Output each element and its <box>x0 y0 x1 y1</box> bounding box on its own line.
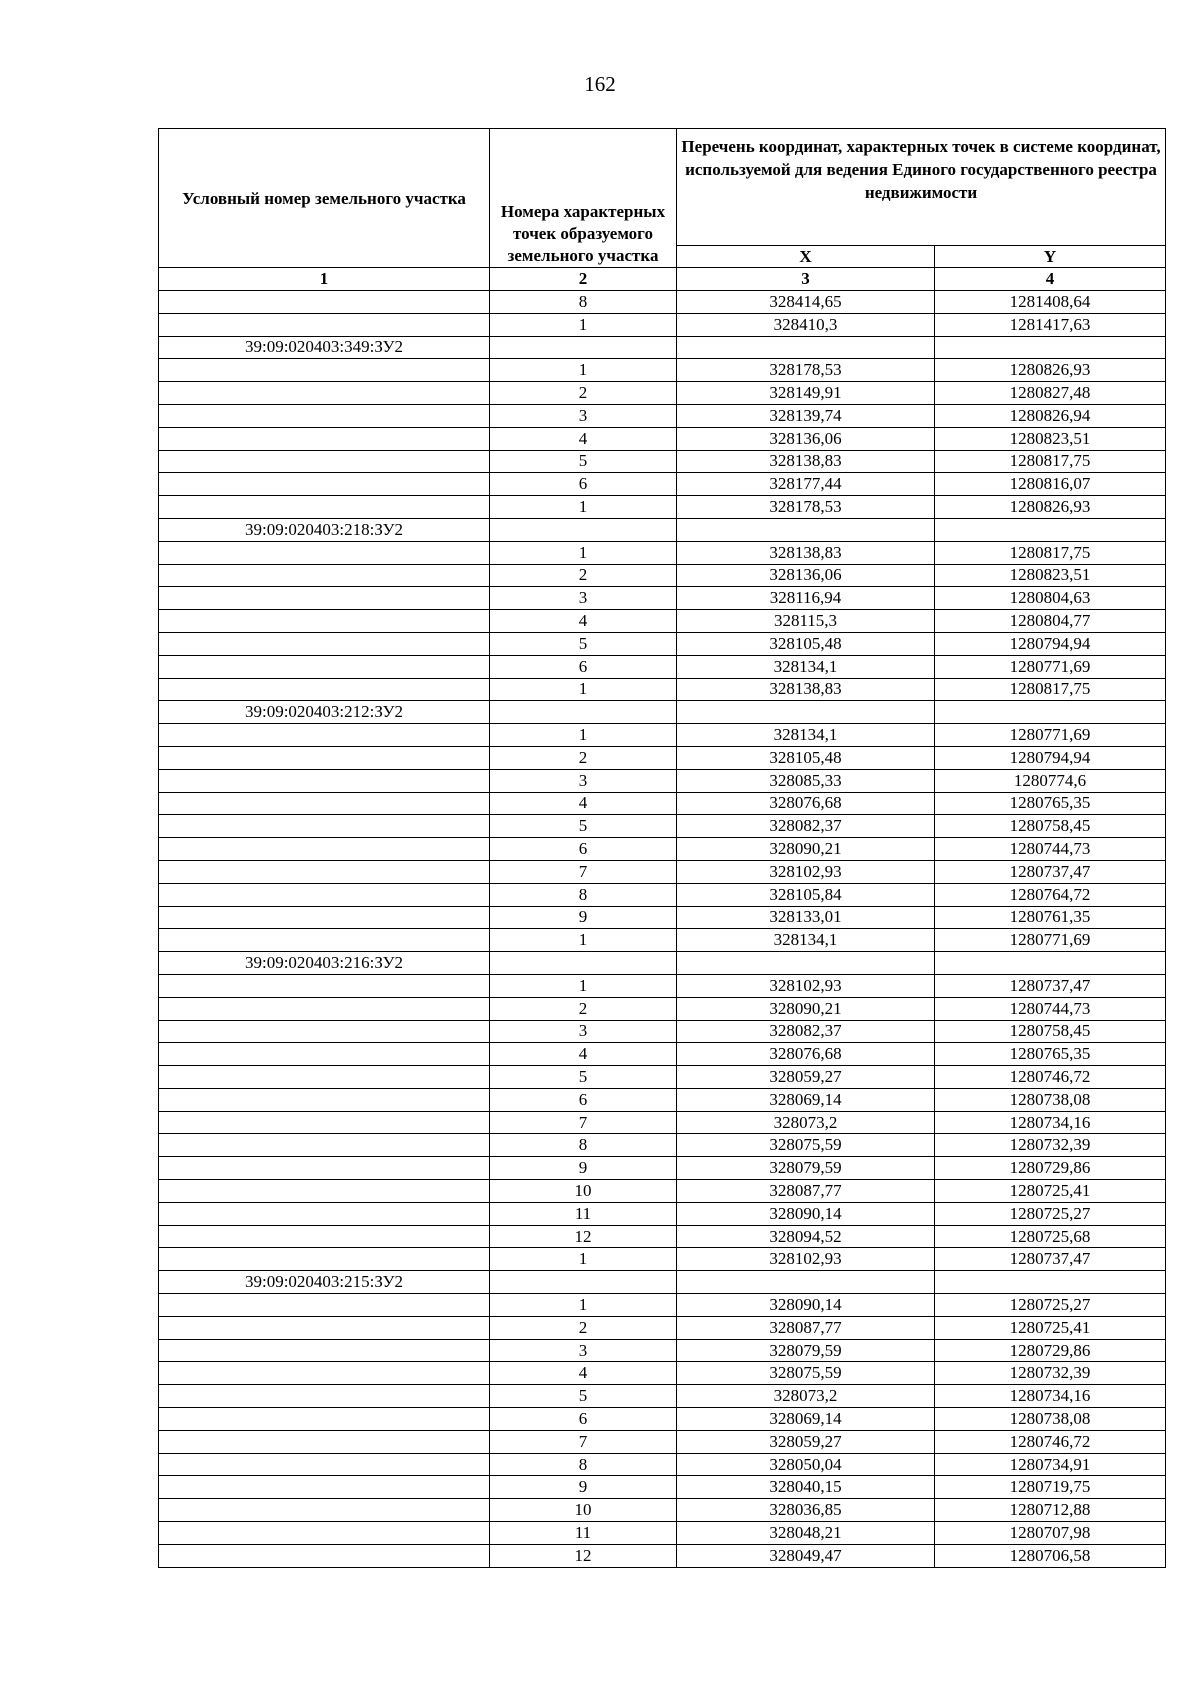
y-coordinate-cell: 1280719,75 <box>935 1476 1166 1499</box>
parcel-header-row <box>159 518 1166 541</box>
point-number-cell: 5 <box>490 1066 677 1089</box>
point-number-cell: 12 <box>490 1225 677 1248</box>
point-number-cell: 1 <box>490 678 677 701</box>
point-number-cell: 4 <box>490 1362 677 1385</box>
x-coordinate-cell: 328087,77 <box>677 1316 935 1339</box>
point-number-cell: 1 <box>490 929 677 952</box>
parcel-number-cell <box>159 1043 490 1066</box>
x-coordinate-cell: 328050,04 <box>677 1453 935 1476</box>
x-coordinate-cell: 328087,77 <box>677 1180 935 1203</box>
header-point-numbers: Номера характерных точек образуемого земельного участка <box>490 129 677 268</box>
x-coordinate-cell: 328102,93 <box>677 974 935 997</box>
x-coordinate-cell: 328102,93 <box>677 1248 935 1271</box>
table-row <box>159 496 1166 519</box>
point-number-cell: 7 <box>490 860 677 883</box>
table-row <box>159 1248 1166 1271</box>
parcel-number-cell <box>159 1020 490 1043</box>
y-coordinate-cell: 1280758,45 <box>935 1020 1166 1043</box>
x-coordinate-cell: 328134,1 <box>677 724 935 747</box>
x-coordinate-cell: 328105,84 <box>677 883 935 906</box>
x-coordinate-cell <box>677 952 935 975</box>
point-number-cell: 1 <box>490 1294 677 1317</box>
y-coordinate-cell: 1280734,91 <box>935 1453 1166 1476</box>
table-row <box>159 1111 1166 1134</box>
x-coordinate-cell: 328139,74 <box>677 404 935 427</box>
point-number-cell: 4 <box>490 1043 677 1066</box>
point-number-cell: 2 <box>490 997 677 1020</box>
y-coordinate-cell: 1280765,35 <box>935 792 1166 815</box>
y-coordinate-cell: 1280734,16 <box>935 1385 1166 1408</box>
point-number-cell: 11 <box>490 1522 677 1545</box>
y-coordinate-cell <box>935 701 1166 724</box>
table-row <box>159 382 1166 405</box>
point-number-cell: 6 <box>490 1088 677 1111</box>
y-coordinate-cell: 1280817,75 <box>935 678 1166 701</box>
x-coordinate-cell: 328116,94 <box>677 587 935 610</box>
table-header <box>159 129 1166 291</box>
y-coordinate-cell: 1280826,93 <box>935 496 1166 519</box>
parcel-number-cell <box>159 450 490 473</box>
y-coordinate-cell: 1280738,08 <box>935 1408 1166 1431</box>
table-row <box>159 769 1166 792</box>
table-row <box>159 792 1166 815</box>
point-number-cell: 10 <box>490 1499 677 1522</box>
table-row <box>159 1453 1166 1476</box>
table-row <box>159 1066 1166 1089</box>
table-row <box>159 860 1166 883</box>
x-coordinate-cell: 328094,52 <box>677 1225 935 1248</box>
parcel-number-cell <box>159 1453 490 1476</box>
table-row <box>159 1362 1166 1385</box>
table-row <box>159 359 1166 382</box>
point-number-cell: 1 <box>490 974 677 997</box>
parcel-number-cell <box>159 496 490 519</box>
parcel-number-cell <box>159 746 490 769</box>
x-coordinate-cell: 328149,91 <box>677 382 935 405</box>
parcel-number-cell <box>159 1225 490 1248</box>
x-coordinate-cell: 328105,48 <box>677 746 935 769</box>
parcel-number-cell <box>159 382 490 405</box>
table-row <box>159 1408 1166 1431</box>
point-number-cell: 3 <box>490 404 677 427</box>
coordinates-table <box>158 128 1166 1568</box>
point-number-cell: 11 <box>490 1202 677 1225</box>
table-row <box>159 974 1166 997</box>
parcel-number-cell <box>159 1316 490 1339</box>
x-coordinate-cell: 328076,68 <box>677 1043 935 1066</box>
table-row <box>159 1316 1166 1339</box>
y-coordinate-cell: 1280744,73 <box>935 838 1166 861</box>
table-row <box>159 1180 1166 1203</box>
table-body <box>159 291 1166 1568</box>
point-number-cell: 8 <box>490 1134 677 1157</box>
parcel-number-cell <box>159 541 490 564</box>
x-coordinate-cell: 328073,2 <box>677 1111 935 1134</box>
point-number-cell: 3 <box>490 1339 677 1362</box>
parcel-number-cell <box>159 678 490 701</box>
x-coordinate-cell: 328082,37 <box>677 1020 935 1043</box>
y-coordinate-cell: 1280725,41 <box>935 1316 1166 1339</box>
point-number-cell: 2 <box>490 746 677 769</box>
table-row <box>159 1294 1166 1317</box>
x-coordinate-cell <box>677 1271 935 1294</box>
table-row <box>159 1476 1166 1499</box>
y-coordinate-cell: 1280761,35 <box>935 906 1166 929</box>
parcel-number-cell <box>159 1157 490 1180</box>
point-number-cell <box>490 336 677 359</box>
point-number-cell: 4 <box>490 427 677 450</box>
y-coordinate-cell: 1280729,86 <box>935 1157 1166 1180</box>
y-coordinate-cell: 1281417,63 <box>935 313 1166 336</box>
table-row <box>159 450 1166 473</box>
header-coordinates: Перечень координат, характерных точек в системе координат, используемой для ведения Единого государственного реестра недвижимости <box>677 129 1166 246</box>
point-number-cell: 5 <box>490 1385 677 1408</box>
parcel-header-row <box>159 336 1166 359</box>
point-number-cell: 5 <box>490 450 677 473</box>
header-y: Y <box>935 246 1166 268</box>
parcel-number-cell <box>159 724 490 747</box>
parcel-number-cell <box>159 1066 490 1089</box>
y-coordinate-cell: 1280744,73 <box>935 997 1166 1020</box>
parcel-number-cell <box>159 1294 490 1317</box>
point-number-cell: 6 <box>490 838 677 861</box>
header-parcel-number: Условный номер земельного участка <box>159 129 490 268</box>
y-coordinate-cell: 1280804,77 <box>935 610 1166 633</box>
y-coordinate-cell: 1280737,47 <box>935 974 1166 997</box>
y-coordinate-cell: 1280827,48 <box>935 382 1166 405</box>
parcel-number-cell <box>159 769 490 792</box>
parcel-number-cell <box>159 792 490 815</box>
table-row <box>159 1157 1166 1180</box>
header-x: X <box>677 246 935 268</box>
y-coordinate-cell: 1280725,27 <box>935 1294 1166 1317</box>
parcel-number-cell <box>159 1248 490 1271</box>
x-coordinate-cell: 328079,59 <box>677 1157 935 1180</box>
x-coordinate-cell: 328036,85 <box>677 1499 935 1522</box>
table-row <box>159 815 1166 838</box>
table-row <box>159 655 1166 678</box>
point-number-cell: 6 <box>490 1408 677 1431</box>
x-coordinate-cell: 328178,53 <box>677 496 935 519</box>
parcel-number-cell <box>159 1134 490 1157</box>
point-number-cell: 1 <box>490 313 677 336</box>
x-coordinate-cell: 328138,83 <box>677 678 935 701</box>
table-row <box>159 632 1166 655</box>
point-number-cell: 1 <box>490 1248 677 1271</box>
table-row <box>159 906 1166 929</box>
y-coordinate-cell <box>935 518 1166 541</box>
point-number-cell: 1 <box>490 541 677 564</box>
parcel-number-cell: 39:09:020403:218:ЗУ2 <box>159 518 490 541</box>
y-coordinate-cell: 1280826,94 <box>935 404 1166 427</box>
y-coordinate-cell: 1281408,64 <box>935 291 1166 314</box>
point-number-cell: 2 <box>490 564 677 587</box>
point-number-cell: 1 <box>490 359 677 382</box>
parcel-number-cell <box>159 1180 490 1203</box>
x-coordinate-cell: 328136,06 <box>677 564 935 587</box>
table-row <box>159 1043 1166 1066</box>
x-coordinate-cell: 328138,83 <box>677 450 935 473</box>
x-coordinate-cell: 328048,21 <box>677 1522 935 1545</box>
x-coordinate-cell: 328134,1 <box>677 929 935 952</box>
table-row <box>159 1339 1166 1362</box>
point-number-cell: 8 <box>490 291 677 314</box>
x-coordinate-cell: 328178,53 <box>677 359 935 382</box>
y-coordinate-cell: 1280764,72 <box>935 883 1166 906</box>
parcel-number-cell <box>159 1408 490 1431</box>
parcel-number-cell <box>159 1522 490 1545</box>
y-coordinate-cell: 1280737,47 <box>935 860 1166 883</box>
y-coordinate-cell: 1280817,75 <box>935 450 1166 473</box>
point-number-cell: 9 <box>490 1157 677 1180</box>
point-number-cell: 8 <box>490 1453 677 1476</box>
x-coordinate-cell: 328079,59 <box>677 1339 935 1362</box>
point-number-cell: 2 <box>490 1316 677 1339</box>
x-coordinate-cell <box>677 336 935 359</box>
y-coordinate-cell: 1280816,07 <box>935 473 1166 496</box>
x-coordinate-cell: 328134,1 <box>677 655 935 678</box>
header-num-4: 4 <box>935 268 1166 291</box>
y-coordinate-cell: 1280725,68 <box>935 1225 1166 1248</box>
table-row <box>159 1020 1166 1043</box>
parcel-number-cell: 39:09:020403:349:ЗУ2 <box>159 336 490 359</box>
x-coordinate-cell: 328076,68 <box>677 792 935 815</box>
header-num-2: 2 <box>490 268 677 291</box>
table-row <box>159 541 1166 564</box>
point-number-cell <box>490 952 677 975</box>
parcel-number-cell <box>159 1362 490 1385</box>
parcel-header-row <box>159 701 1166 724</box>
point-number-cell: 4 <box>490 610 677 633</box>
table-row <box>159 746 1166 769</box>
x-coordinate-cell: 328082,37 <box>677 815 935 838</box>
table-row <box>159 1225 1166 1248</box>
point-number-cell: 9 <box>490 906 677 929</box>
y-coordinate-cell: 1280758,45 <box>935 815 1166 838</box>
table-row <box>159 929 1166 952</box>
x-coordinate-cell: 328075,59 <box>677 1362 935 1385</box>
point-number-cell: 1 <box>490 724 677 747</box>
y-coordinate-cell: 1280738,08 <box>935 1088 1166 1111</box>
y-coordinate-cell: 1280737,47 <box>935 1248 1166 1271</box>
y-coordinate-cell: 1280765,35 <box>935 1043 1166 1066</box>
x-coordinate-cell: 328410,3 <box>677 313 935 336</box>
x-coordinate-cell: 328105,48 <box>677 632 935 655</box>
y-coordinate-cell: 1280823,51 <box>935 427 1166 450</box>
table-row <box>159 1499 1166 1522</box>
parcel-number-cell <box>159 1111 490 1134</box>
table-row <box>159 1522 1166 1545</box>
x-coordinate-cell: 328049,47 <box>677 1544 935 1567</box>
parcel-number-cell <box>159 473 490 496</box>
x-coordinate-cell: 328133,01 <box>677 906 935 929</box>
y-coordinate-cell: 1280734,16 <box>935 1111 1166 1134</box>
table-row <box>159 1385 1166 1408</box>
table-row <box>159 883 1166 906</box>
point-number-cell <box>490 1271 677 1294</box>
x-coordinate-cell: 328040,15 <box>677 1476 935 1499</box>
x-coordinate-cell: 328090,14 <box>677 1294 935 1317</box>
point-number-cell: 3 <box>490 769 677 792</box>
parcel-number-cell <box>159 974 490 997</box>
parcel-number-cell <box>159 564 490 587</box>
parcel-number-cell <box>159 929 490 952</box>
table-row <box>159 997 1166 1020</box>
table-row <box>159 1544 1166 1567</box>
parcel-number-cell <box>159 587 490 610</box>
table-row <box>159 610 1166 633</box>
y-coordinate-cell: 1280707,98 <box>935 1522 1166 1545</box>
parcel-number-cell: 39:09:020403:216:ЗУ2 <box>159 952 490 975</box>
y-coordinate-cell: 1280725,27 <box>935 1202 1166 1225</box>
page-number: 162 <box>584 72 616 96</box>
x-coordinate-cell <box>677 701 935 724</box>
y-coordinate-cell: 1280826,93 <box>935 359 1166 382</box>
y-coordinate-cell: 1280729,86 <box>935 1339 1166 1362</box>
y-coordinate-cell: 1280712,88 <box>935 1499 1166 1522</box>
table-row <box>159 427 1166 450</box>
y-coordinate-cell: 1280706,58 <box>935 1544 1166 1567</box>
point-number-cell: 8 <box>490 883 677 906</box>
y-coordinate-cell: 1280794,94 <box>935 746 1166 769</box>
x-coordinate-cell: 328059,27 <box>677 1066 935 1089</box>
point-number-cell: 6 <box>490 655 677 678</box>
table-row <box>159 473 1166 496</box>
y-coordinate-cell: 1280725,41 <box>935 1180 1166 1203</box>
parcel-number-cell <box>159 1544 490 1567</box>
y-coordinate-cell: 1280746,72 <box>935 1066 1166 1089</box>
point-number-cell: 6 <box>490 473 677 496</box>
y-coordinate-cell: 1280817,75 <box>935 541 1166 564</box>
parcel-number-cell <box>159 1476 490 1499</box>
x-coordinate-cell <box>677 518 935 541</box>
x-coordinate-cell: 328090,21 <box>677 997 935 1020</box>
parcel-number-cell <box>159 906 490 929</box>
x-coordinate-cell: 328069,14 <box>677 1408 935 1431</box>
parcel-number-cell <box>159 632 490 655</box>
y-coordinate-cell: 1280732,39 <box>935 1134 1166 1157</box>
header-num-3: 3 <box>677 268 935 291</box>
parcel-number-cell <box>159 860 490 883</box>
parcel-number-cell <box>159 610 490 633</box>
parcel-number-cell <box>159 1202 490 1225</box>
x-coordinate-cell: 328085,33 <box>677 769 935 792</box>
parcel-number-cell <box>159 359 490 382</box>
point-number-cell: 7 <box>490 1111 677 1134</box>
point-number-cell: 1 <box>490 496 677 519</box>
y-coordinate-cell: 1280732,39 <box>935 1362 1166 1385</box>
parcel-number-cell <box>159 291 490 314</box>
parcel-number-cell <box>159 1088 490 1111</box>
parcel-number-cell <box>159 313 490 336</box>
table-row <box>159 313 1166 336</box>
x-coordinate-cell: 328115,3 <box>677 610 935 633</box>
parcel-header-row <box>159 1271 1166 1294</box>
parcel-number-cell <box>159 427 490 450</box>
point-number-cell: 5 <box>490 632 677 655</box>
point-number-cell <box>490 518 677 541</box>
y-coordinate-cell: 1280746,72 <box>935 1430 1166 1453</box>
point-number-cell: 12 <box>490 1544 677 1567</box>
parcel-number-cell <box>159 838 490 861</box>
table-row <box>159 291 1166 314</box>
parcel-number-cell <box>159 1430 490 1453</box>
table-row <box>159 1088 1166 1111</box>
point-number-cell: 7 <box>490 1430 677 1453</box>
parcel-number-cell <box>159 883 490 906</box>
x-coordinate-cell: 328069,14 <box>677 1088 935 1111</box>
y-coordinate-cell: 1280771,69 <box>935 655 1166 678</box>
y-coordinate-cell: 1280804,63 <box>935 587 1166 610</box>
y-coordinate-cell <box>935 336 1166 359</box>
y-coordinate-cell: 1280794,94 <box>935 632 1166 655</box>
x-coordinate-cell: 328177,44 <box>677 473 935 496</box>
y-coordinate-cell: 1280823,51 <box>935 564 1166 587</box>
x-coordinate-cell: 328059,27 <box>677 1430 935 1453</box>
point-number-cell: 3 <box>490 587 677 610</box>
table-row <box>159 1134 1166 1157</box>
parcel-number-cell <box>159 1499 490 1522</box>
y-coordinate-cell: 1280774,6 <box>935 769 1166 792</box>
table-row <box>159 404 1166 427</box>
x-coordinate-cell: 328414,65 <box>677 291 935 314</box>
y-coordinate-cell: 1280771,69 <box>935 929 1166 952</box>
table-row <box>159 838 1166 861</box>
point-number-cell <box>490 701 677 724</box>
x-coordinate-cell: 328090,14 <box>677 1202 935 1225</box>
table-row <box>159 564 1166 587</box>
parcel-number-cell <box>159 404 490 427</box>
parcel-number-cell <box>159 815 490 838</box>
x-coordinate-cell: 328073,2 <box>677 1385 935 1408</box>
parcel-header-row <box>159 952 1166 975</box>
point-number-cell: 5 <box>490 815 677 838</box>
parcel-number-cell <box>159 655 490 678</box>
point-number-cell: 10 <box>490 1180 677 1203</box>
x-coordinate-cell: 328102,93 <box>677 860 935 883</box>
parcel-number-cell <box>159 1385 490 1408</box>
table-row <box>159 724 1166 747</box>
table-row <box>159 587 1166 610</box>
parcel-number-cell <box>159 1339 490 1362</box>
point-number-cell: 3 <box>490 1020 677 1043</box>
parcel-number-cell: 39:09:020403:212:ЗУ2 <box>159 701 490 724</box>
point-number-cell: 9 <box>490 1476 677 1499</box>
point-number-cell: 4 <box>490 792 677 815</box>
header-num-1: 1 <box>159 268 490 291</box>
x-coordinate-cell: 328075,59 <box>677 1134 935 1157</box>
parcel-number-cell: 39:09:020403:215:ЗУ2 <box>159 1271 490 1294</box>
x-coordinate-cell: 328090,21 <box>677 838 935 861</box>
table-row <box>159 678 1166 701</box>
x-coordinate-cell: 328136,06 <box>677 427 935 450</box>
table-row <box>159 1202 1166 1225</box>
y-coordinate-cell: 1280771,69 <box>935 724 1166 747</box>
y-coordinate-cell <box>935 952 1166 975</box>
parcel-number-cell <box>159 997 490 1020</box>
table-row <box>159 1430 1166 1453</box>
x-coordinate-cell: 328138,83 <box>677 541 935 564</box>
point-number-cell: 2 <box>490 382 677 405</box>
y-coordinate-cell <box>935 1271 1166 1294</box>
